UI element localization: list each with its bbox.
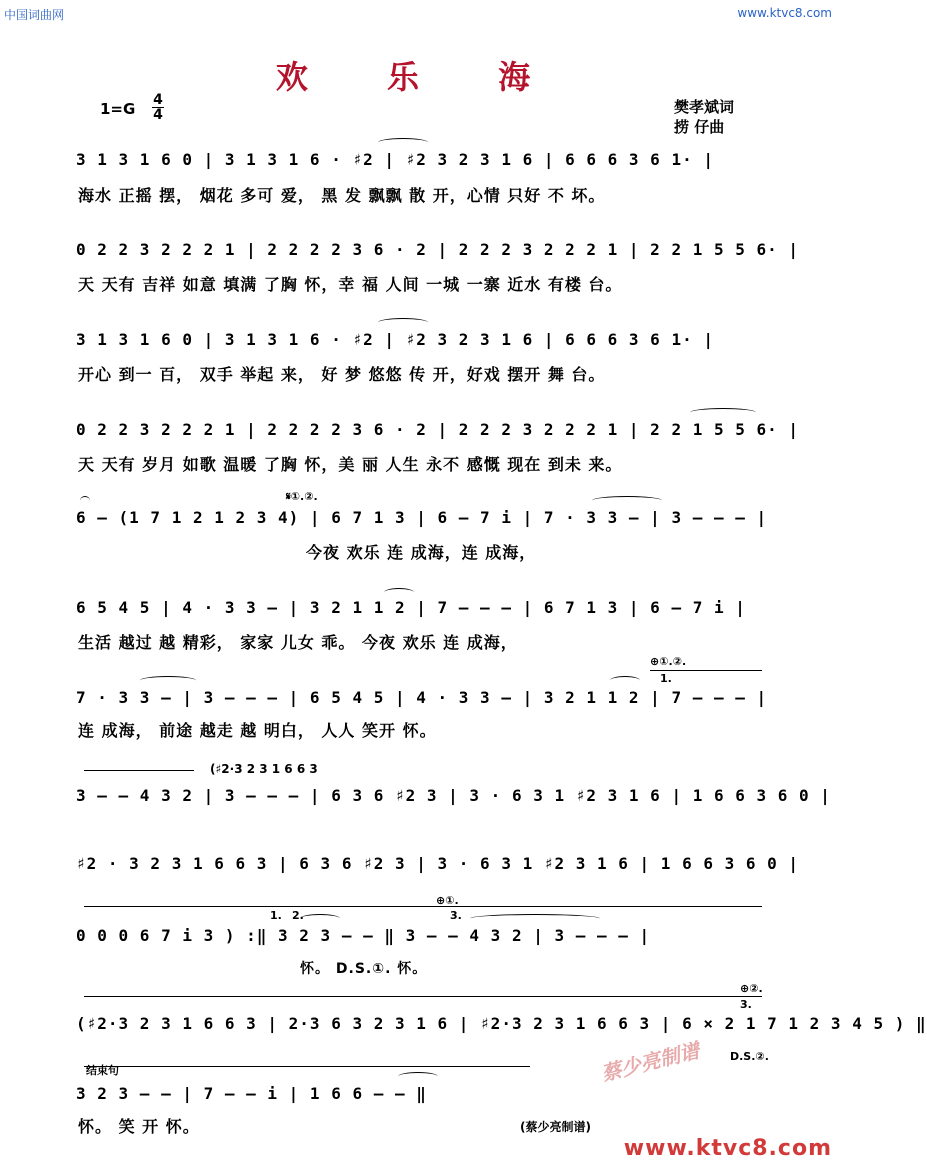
intro-note: (♯2·3 2 3 1 6 6 3	[210, 762, 318, 776]
ds-mark: D.S.②.	[730, 1050, 769, 1063]
coda-mark: ⊕②.	[740, 982, 763, 995]
slur	[80, 496, 90, 505]
music-line-1: 3 1 3 1 6 0 | 3 1 3 1 6 · ♯2 | ♯2 3 2 3 1 6 | 6 6 6 3 6 1· |	[76, 150, 714, 169]
lyric-line-3: 开心 到一 百， 双手 举起 来， 好 梦 悠悠 传 开，好戏 摆开 舞 台。	[78, 365, 606, 384]
music-line-12: 3 2 3 – – | 7 – – i | 1 6 6 – – ‖	[76, 1084, 427, 1103]
lyric-line-2: 天 天有 吉祥 如意 填满 了胸 怀，幸 福 人间 一城 一寨 近水 有楼 台。	[78, 275, 623, 294]
ending-line	[84, 1066, 530, 1067]
music-line-6: 6 5 4 5 | 4 · 3 3 – | 3 2 1 1 2 | 7 – – – | 6 7 1 3 | 6 – 7 i |	[76, 598, 746, 617]
slur	[384, 588, 414, 597]
coda-mark: ⊕①.	[436, 894, 459, 907]
slur	[378, 318, 428, 327]
music-line-3: 3 1 3 1 6 0 | 3 1 3 1 6 · ♯2 | ♯2 3 2 3 1 6 | 6 6 6 3 6 1· |	[76, 330, 714, 349]
segno-mark: 𝄋①.②.	[286, 490, 318, 503]
slur	[690, 408, 756, 417]
lyric-line-7: 连 成海， 前途 越走 越 明白， 人人 笑开 怀。	[78, 721, 437, 740]
music-line-4: 0 2 2 3 2 2 2 1 | 2 2 2 2 3 6 · 2 | 2 2 2 3 2 2 2 1 | 2 2 1 5 5 6· |	[76, 420, 800, 439]
volta-line	[84, 996, 762, 997]
slur	[378, 138, 428, 147]
song-title: 欢 乐 海	[275, 58, 565, 96]
music-line-5: 6 – (1 7 1 2 1 2 3 4) | 6 7 1 3 | 6 – 7 i | 7 · 3 3 – | 3 – – – |	[76, 508, 768, 527]
volta-line	[84, 906, 762, 907]
time-signature-bottom: 4	[153, 107, 163, 123]
lyric-line-12: 怀。 笑 开 怀。	[78, 1117, 200, 1136]
lyricist: 樊孝斌词	[674, 98, 735, 116]
credits	[674, 97, 734, 137]
lyric-line-6: 生活 越过 越 精彩， 家家 儿女 乖。 今夜 欢乐 连 成海，	[78, 633, 518, 652]
music-line-11: (♯2·3 2 3 1 6 6 3 | 2·3 6 3 2 3 1 6 | ♯2·3 2 3 1 6 6 3 | 6 × 2 1 7 1 2 3 4 5 ) ‖	[76, 1014, 927, 1033]
volta-line	[650, 670, 762, 671]
slur	[140, 676, 196, 685]
slur	[300, 914, 340, 923]
composer: 捞 仔曲	[674, 118, 725, 136]
footer-site-url: www.ktvc8.com	[623, 1136, 832, 1161]
volta-number-1: 1.	[270, 909, 282, 922]
watermark: 蔡少亮制谱	[598, 1038, 702, 1086]
lyric-line-5: 今夜 欢乐 连 成海，连 成海，	[306, 543, 537, 562]
ending-label: 结束句	[86, 1064, 119, 1077]
key-signature: 1=G	[100, 100, 136, 118]
volta-number-2: 2.	[292, 909, 304, 922]
site-url-top-right: www.ktvc8.com	[737, 6, 832, 20]
slur	[470, 914, 600, 923]
music-line-8: 3 – – 4 3 2 | 3 – – – | 6 3 6 ♯2 3 | 3 · 6 3 1 ♯2 3 1 6 | 1 6 6 3 6 0 |	[76, 786, 831, 805]
music-line-9: ♯2 · 3 2 3 1 6 6 3 | 6 3 6 ♯2 3 | 3 · 6 3 1 ♯2 3 1 6 | 1 6 6 3 6 0 |	[76, 854, 800, 873]
lyric-line-4: 天 天有 岁月 如歌 温暖 了胸 怀，美 丽 人生 永不 感慨 现在 到未 来。	[78, 455, 623, 474]
lyric-line-10: 怀。 D.S.①. 怀。	[300, 961, 428, 977]
slur	[398, 1072, 438, 1081]
slur	[610, 676, 640, 685]
transcriber-credit: (蔡少亮制谱)	[520, 1120, 591, 1134]
tie-line	[84, 770, 194, 771]
volta-number-3: 3.	[450, 909, 462, 922]
site-name-top-left: 中国词曲网	[4, 8, 65, 22]
music-line-2: 0 2 2 3 2 2 2 1 | 2 2 2 2 3 6 · 2 | 2 2 2 3 2 2 2 1 | 2 2 1 5 5 6· |	[76, 240, 800, 259]
time-signature	[152, 93, 164, 122]
coda-mark: ⊕①.②.	[650, 655, 687, 668]
time-signature-top: 4	[153, 92, 163, 108]
lyric-line-1: 海水 正摇 摆， 烟花 多可 爱， 黑 发 飘飘 散 开，心情 只好 不 坏。	[78, 186, 606, 205]
volta-number: 3.	[740, 998, 752, 1011]
slur	[592, 496, 662, 505]
music-line-10: 0 0 0 6 7 i 3 ) :‖ 3 2 3 – – ‖ 3 – – 4 3 2 | 3 – – – |	[76, 926, 651, 945]
music-line-7: 7 · 3 3 – | 3 – – – | 6 5 4 5 | 4 · 3 3 – | 3 2 1 1 2 | 7 – – – |	[76, 688, 768, 707]
volta-number: 1.	[660, 672, 672, 685]
